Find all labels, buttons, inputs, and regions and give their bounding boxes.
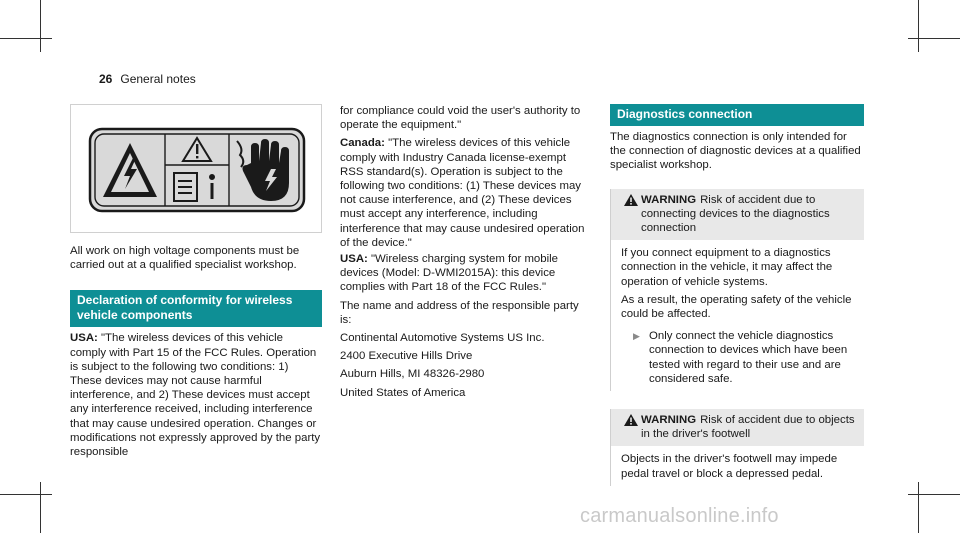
warning-1-head-text: Risk of accident due to connecting devices to the diagnostics connection <box>641 193 830 235</box>
page-header <box>99 72 196 86</box>
usa-paragraph <box>70 331 322 459</box>
crop-mark <box>918 482 919 533</box>
middle-column <box>340 104 590 400</box>
warning-2-head-text: Risk of accident due to objects in the driver's footwell <box>641 414 855 441</box>
warning-label-image <box>70 104 322 233</box>
right-column <box>610 104 864 486</box>
usa2-label: USA: <box>340 253 368 266</box>
warning-triangle-icon <box>621 194 641 206</box>
warning-1-bullet-text: Only connect the vehicle diagnostics connection to devices which have been tested with regard to their use and are considered safe. <box>649 330 848 385</box>
crop-mark <box>40 482 41 533</box>
warning-2-header <box>611 409 864 446</box>
city-address: Auburn Hills, MI 48326-2980 <box>340 368 485 381</box>
diagnostics-text: The diagnostics connection is only intended for the connection of diagnostic devices at a qualified specialist workshop. <box>610 131 861 172</box>
warning-1-title: WARNING <box>641 193 697 206</box>
warning-1-p1: If you connect equipment to a diagnostics connection in the vehicle, it may affect the operation of vehicle systems. <box>621 247 833 288</box>
crop-mark <box>40 0 41 52</box>
responsible-party-intro: The name and address of the responsible party is: <box>340 299 579 326</box>
warning-1-body <box>611 240 864 391</box>
image-caption: All work on high voltage components must be carried out at a qualified specialist workshop. <box>70 245 300 272</box>
canada-label: Canada: <box>340 137 385 150</box>
section-title: General notes <box>120 72 196 86</box>
canada-paragraph <box>340 136 590 250</box>
arrow-bullet-icon: ▶ <box>633 331 640 342</box>
warning-1-bullet <box>621 329 864 386</box>
crop-mark <box>0 38 52 39</box>
usa-label: USA: <box>70 332 98 345</box>
usa-text: "The wireless devices of this vehicle comply with Part 15 of the FCC Rules. Operation is subject to the following two conditions: 1) These devices may not cause harmful interference, and 2) These devices must accept any interference received, including interference that may cause undesired operation. Changes or modifications not expressly approved by the party responsible <box>70 332 321 459</box>
usa2-text: "Wireless charging system for mobile devices (Model: D-WMI2015A): this device complies with Part 18 of the FCC Rules." <box>340 253 558 294</box>
left-column <box>70 244 322 459</box>
declaration-heading: Declaration of conformity for wireless vehicle components <box>70 290 322 327</box>
country: United States of America <box>340 386 466 399</box>
warning-1-header <box>611 189 864 241</box>
street-address: 2400 Executive Hills Drive <box>340 350 473 363</box>
warning-box-2 <box>610 409 864 486</box>
warning-2-title: WARNING <box>641 414 697 427</box>
continued-text: for compliance could void the user's authority to operate the equipment." <box>340 105 581 132</box>
crop-mark <box>908 494 960 495</box>
warning-box-1 <box>610 189 864 391</box>
usa2-paragraph <box>340 252 590 295</box>
diagnostics-heading: Diagnostics connection <box>610 104 864 126</box>
warning-1-p2: As a result, the operating safety of the vehicle could be affected. <box>621 293 852 321</box>
warning-2-body <box>611 446 864 485</box>
warning-triangle-icon <box>621 414 641 426</box>
canada-text: "The wireless devices of this vehicle comply with Industry Canada license-exempt RSS standard(s). Operation is subject to the following two conditions: (1) These devices may not cause interference, and (2) These devices must accept any interference, including interference that may cause undesired operation of the device." <box>340 137 585 249</box>
crop-mark <box>918 0 919 52</box>
warning-2-p1: Objects in the driver's footwell may impede pedal travel or block a depressed pedal. <box>621 453 838 480</box>
high-voltage-warning-label <box>71 105 321 232</box>
watermark: carmanualsonline.info <box>580 505 779 527</box>
crop-mark <box>908 38 960 39</box>
company-name: Continental Automotive Systems US Inc. <box>340 332 545 345</box>
crop-mark <box>0 494 52 495</box>
page-number: 26 <box>99 72 113 86</box>
